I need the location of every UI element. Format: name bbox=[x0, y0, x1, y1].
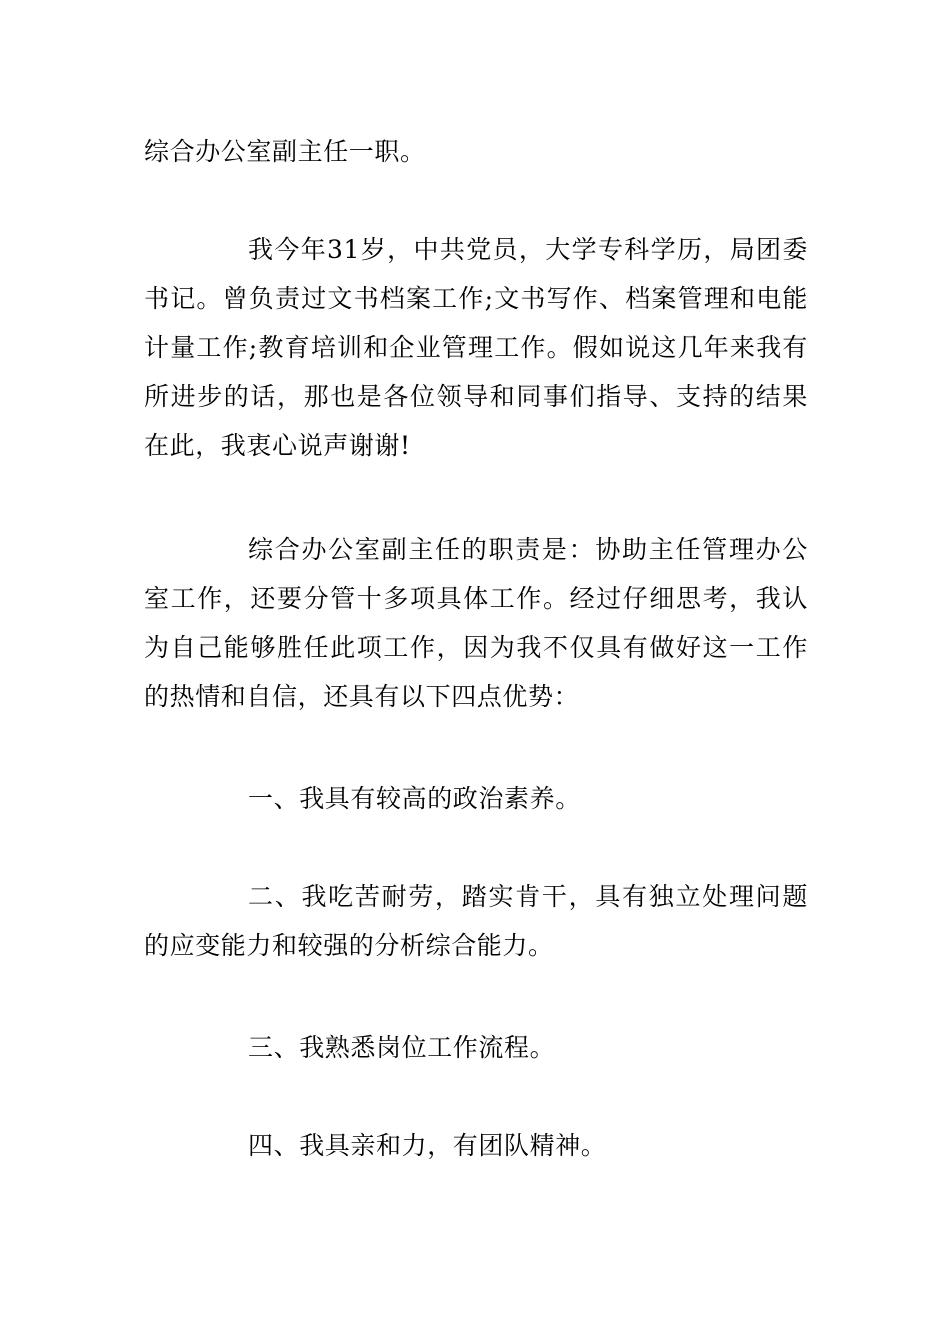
paragraph-advantage-3: 三、我熟悉岗位工作流程。 bbox=[248, 1033, 556, 1062]
paragraph-job-duties: 综合办公室副主任的职责是：协助主任管理办公室工作，还要分管十多项具体工作。经过仔细思考，我认为自己能够胜任此项工作，因为我不仅具有做好这一工作的热情和自信，还具有以下四点优势： bbox=[144, 535, 808, 711]
paragraph-self-introduction: 我今年31岁，中共党员，大学专科学历，局团委书记。曾负责过文书档案工作;文书写作、档案管理和电能计量工作;教育培训和企业管理工作。假如说这几年来我有所进步的话，那也是各位领导和同事们指导、支持的结果在此，我衷心说声谢谢! bbox=[144, 235, 808, 460]
paragraph-advantage-4: 四、我具亲和力，有团队精神。 bbox=[248, 1131, 607, 1160]
paragraph-advantage-2: 二、我吃苦耐劳，踏实肯干，具有独立处理问题的应变能力和较强的分析综合能力。 bbox=[144, 882, 808, 960]
paragraph-advantage-1: 一、我具有较高的政治素养。 bbox=[248, 784, 581, 813]
paragraph-position-title: 综合办公室副主任一职。 bbox=[144, 137, 426, 166]
